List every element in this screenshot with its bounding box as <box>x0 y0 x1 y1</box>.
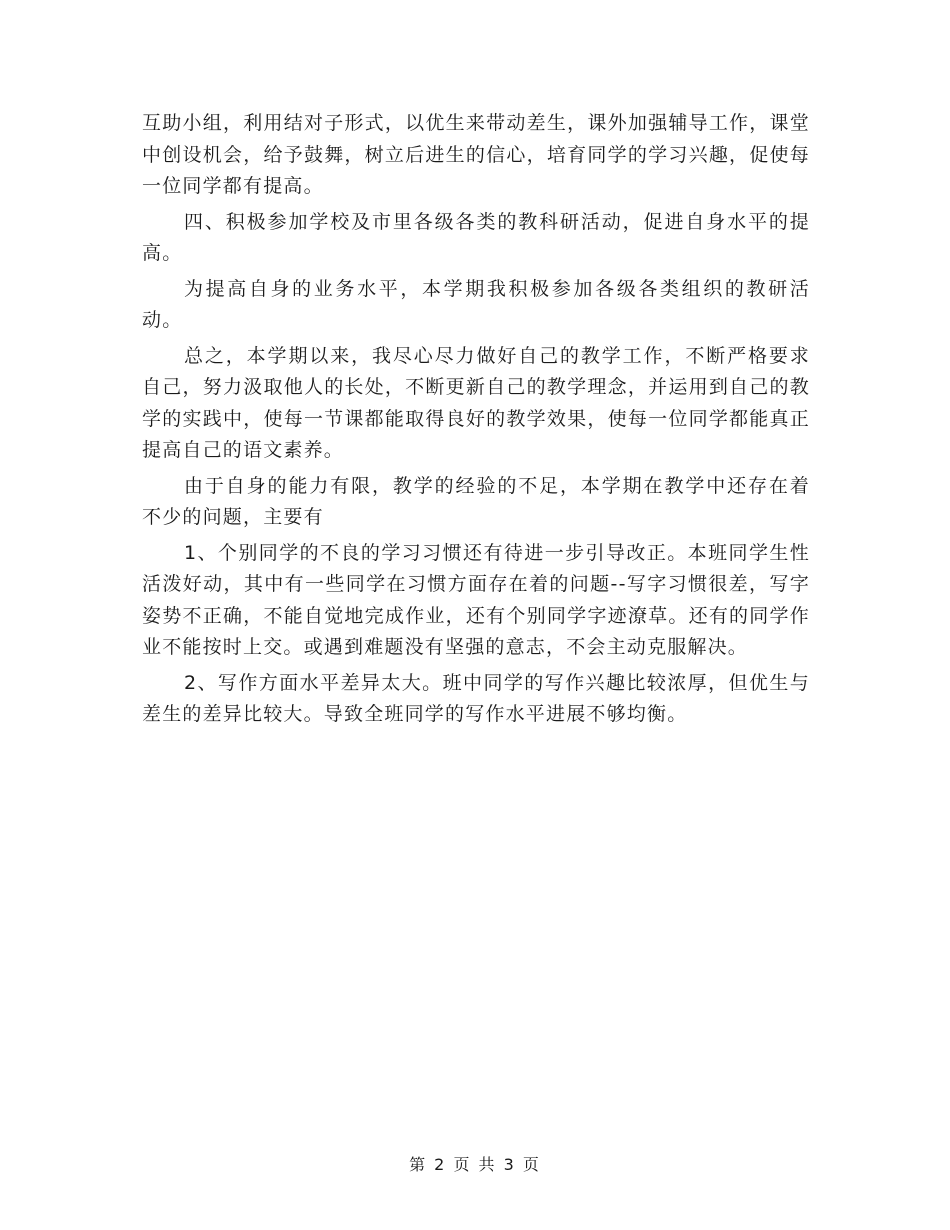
paragraph-3: 为提高自身的业务水平，本学期我积极参加各级各类组织的教研活动。 <box>142 277 810 331</box>
page-number-footer: 第 2 页 共 3 页 <box>409 1155 541 1174</box>
paragraph-7: 2、写作方面水平差异太大。班中同学的写作兴趣比较浓厚，但优生与差生的差异比较大。导致全班同学的写作水平进展不够均衡。 <box>142 671 810 725</box>
paragraph-4: 总之，本学期以来，我尽心尽力做好自己的教学工作，不断严格要求自己，努力汲取他人的长处，不断更新自己的教学理念，并运用到自己的教学的实践中，使每一节课都能取得良好的教学效果，使每一位同学都能真正提高自己的语文素养。 <box>142 344 810 461</box>
paragraph-5: 由于自身的能力有限，教学的经验的不足，本学期在教学中还存在着不少的问题，主要有 <box>142 474 810 528</box>
document-body <box>142 108 810 735</box>
paragraph-1: 互助小组，利用结对子形式，以优生来带动差生，课外加强辅导工作，课堂中创设机会，给予鼓舞，树立后进生的信心，培育同学的学习兴趣，促使每一位同学都有提高。 <box>142 112 810 197</box>
paragraph-6: 1、个别同学的不良的学习习惯还有待进一步引导改正。本班同学生性活泼好动，其中有一些同学在习惯方面存在着的问题--写字习惯很差，写字姿势不正确，不能自觉地完成作业，还有个别同学字迹潦草。还有的同学作业不能按时上交。或遇到难题没有坚强的意志，不会主动克服解决。 <box>142 541 810 658</box>
paragraph-2: 四、积极参加学校及市里各级各类的教科研活动，促进自身水平的提高。 <box>142 210 810 264</box>
